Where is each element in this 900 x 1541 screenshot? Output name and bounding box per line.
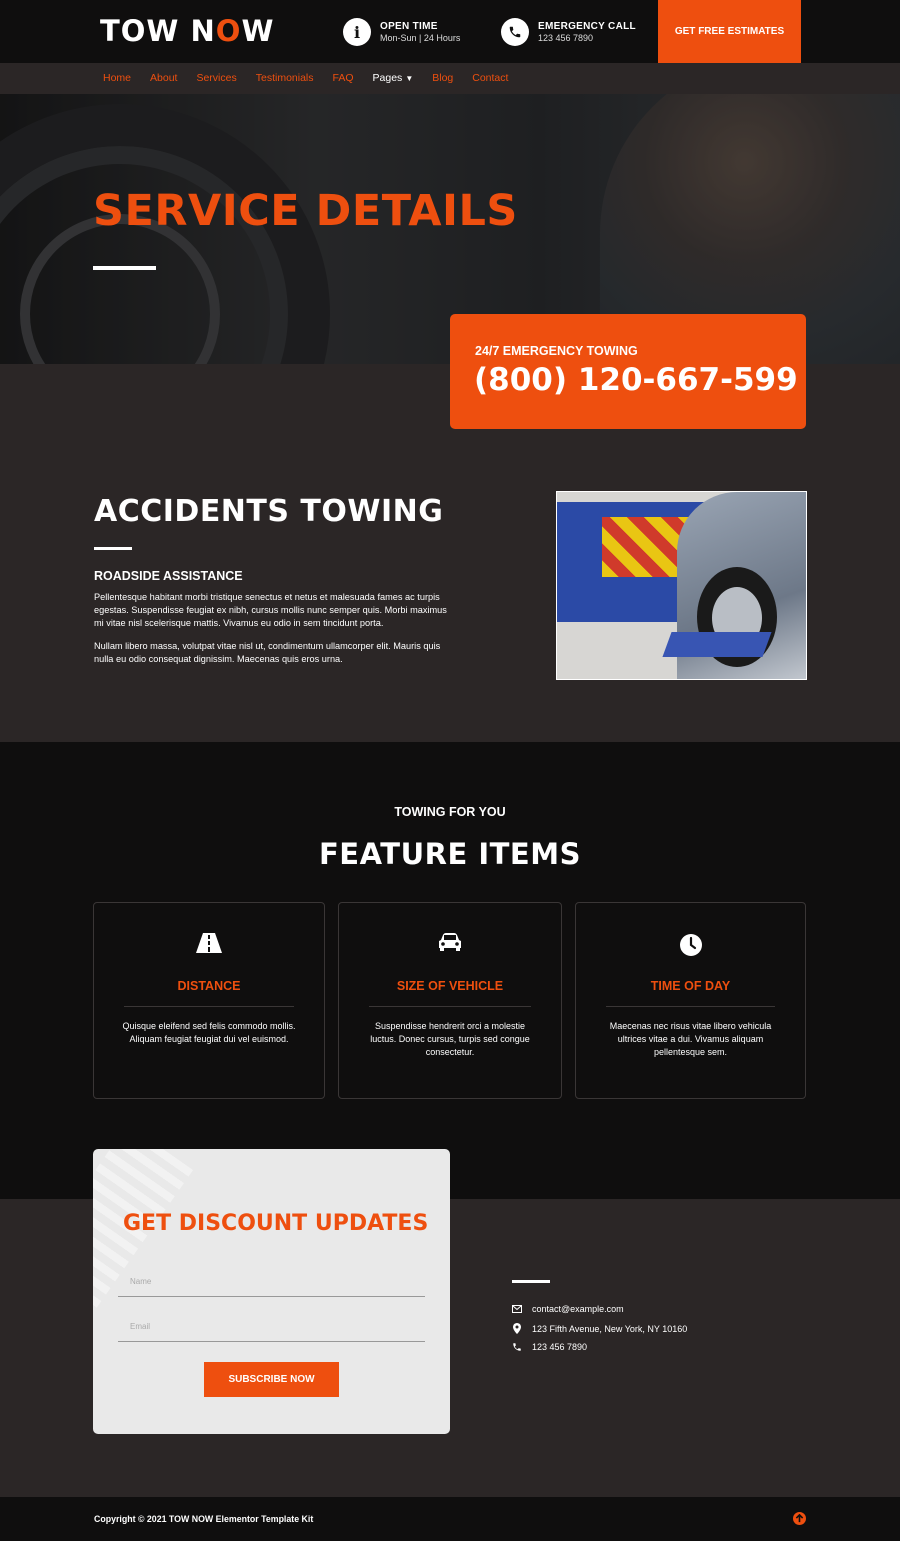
- body-paragraph: Pellentesque habitant morbi tristique senectus et netus et malesuada fames ac turpis egestas. Suspendisse feugiat ex nibh, cursus mollis nunc semper quis. Morbi maximus mi vitae nisl scelerisque mattis. Vivamus eu odio in sem tincidunt porta.: [94, 592, 447, 628]
- feature-card-text: Suspendisse hendrerit orci a molestie luctus. Donec cursus, turpis sed congue consectetur.: [370, 1021, 530, 1057]
- top-header: [0, 0, 900, 63]
- tow-truck-image: [556, 491, 807, 680]
- logo[interactable]: TOW NOW: [100, 14, 275, 48]
- nav-item-about[interactable]: About: [150, 72, 178, 84]
- feature-card-distance: [93, 902, 325, 1099]
- section-subtitle: ROADSIDE ASSISTANCE: [94, 569, 243, 583]
- nav-item-blog[interactable]: Blog: [432, 72, 454, 84]
- get-free-estimates-button[interactable]: GET FREE ESTIMATES: [658, 0, 801, 63]
- open-time-title: OPEN TIME: [380, 21, 438, 32]
- chevron-down-icon: ▼: [405, 74, 414, 83]
- name-field[interactable]: [118, 1267, 425, 1297]
- contact-email-text: contact@example.com: [532, 1304, 624, 1314]
- body-paragraph: Nullam libero massa, volutpat vitae nisl ut, condimentum ullamcorper elit. Mauris quis nulla eu odio consequat dignissim. Maecenas quis eros urna.: [94, 641, 441, 664]
- copyright-text: Copyright © 2021 TOW NOW Elementor Template Kit: [94, 1514, 314, 1524]
- map-pin-icon: [512, 1323, 522, 1334]
- emergency-towing-label: 24/7 EMERGENCY TOWING: [475, 344, 638, 358]
- phone-icon: [501, 18, 529, 46]
- feature-card-size-of-vehicle: [338, 902, 562, 1099]
- nav-item-pages-label: Pages: [372, 72, 403, 84]
- nav-item-faq[interactable]: FAQ: [332, 72, 354, 84]
- feature-card-title: DISTANCE: [177, 979, 241, 993]
- feature-section: [0, 742, 900, 1199]
- feature-title: FEATURE ITEMS: [318, 837, 581, 871]
- open-time-block: [343, 18, 460, 46]
- contact-address-text: 123 Fifth Avenue, New York, NY 10160: [532, 1323, 688, 1334]
- nav-item-contact[interactable]: Contact: [472, 72, 509, 84]
- nav-item-services[interactable]: Services: [196, 72, 237, 84]
- page-title: SERVICE DETAILS: [93, 186, 518, 236]
- contact-address: [512, 1323, 687, 1334]
- nav-item-pages[interactable]: [373, 72, 414, 84]
- emergency-towing-number[interactable]: (800) 120-667-599: [474, 362, 798, 398]
- discount-signup-form: [93, 1149, 450, 1434]
- footer: [0, 1497, 900, 1541]
- contact-email[interactable]: [512, 1304, 624, 1314]
- contact-phone-text: 123 456 7890: [532, 1342, 588, 1352]
- feature-card-time-of-day: [575, 902, 806, 1099]
- email-field[interactable]: [118, 1312, 425, 1342]
- emergency-call-title: EMERGENCY CALL: [538, 21, 636, 32]
- contact-phone[interactable]: [512, 1342, 587, 1352]
- feature-card-title: SIZE OF VEHICLE: [396, 979, 504, 993]
- tire-tread-decoration: [93, 1149, 193, 1334]
- feature-card-text: Quisque eleifend sed felis commodo mollis. Aliquam feugiat feugiat dui vel euismod.: [122, 1021, 296, 1044]
- feature-subtitle: TOWING FOR YOU: [394, 805, 506, 819]
- feature-card-text: Maecenas nec risus vitae libero vehicula ultrices vitae a dui. Vivamus aliquam pellentesque sem.: [609, 1021, 772, 1057]
- discount-title: GET DISCOUNT UPDATES: [123, 1211, 429, 1236]
- phone-icon: [512, 1342, 522, 1352]
- envelope-icon: [512, 1305, 522, 1313]
- car-icon: [339, 933, 561, 951]
- contact-divider: [512, 1280, 550, 1283]
- emergency-towing-box: [450, 314, 806, 429]
- emergency-call-number[interactable]: 123 456 7890: [538, 33, 594, 43]
- title-underline: [93, 266, 156, 270]
- scroll-to-top-icon[interactable]: [793, 1512, 806, 1525]
- info-icon: i: [343, 18, 371, 46]
- open-time-hours: Mon-Sun | 24 Hours: [380, 33, 461, 43]
- nav-item-home[interactable]: Home: [103, 72, 132, 84]
- section-title: ACCIDENTS TOWING: [94, 494, 444, 529]
- road-icon: [94, 933, 324, 953]
- subscribe-button[interactable]: SUBSCRIBE NOW: [204, 1362, 339, 1397]
- clock-icon: [576, 933, 805, 957]
- feature-card-title: TIME OF DAY: [650, 979, 731, 993]
- nav-item-testimonials[interactable]: Testimonials: [255, 72, 314, 84]
- main-nav: [0, 63, 900, 94]
- emergency-call-block: [501, 18, 636, 46]
- section-divider: [94, 547, 132, 550]
